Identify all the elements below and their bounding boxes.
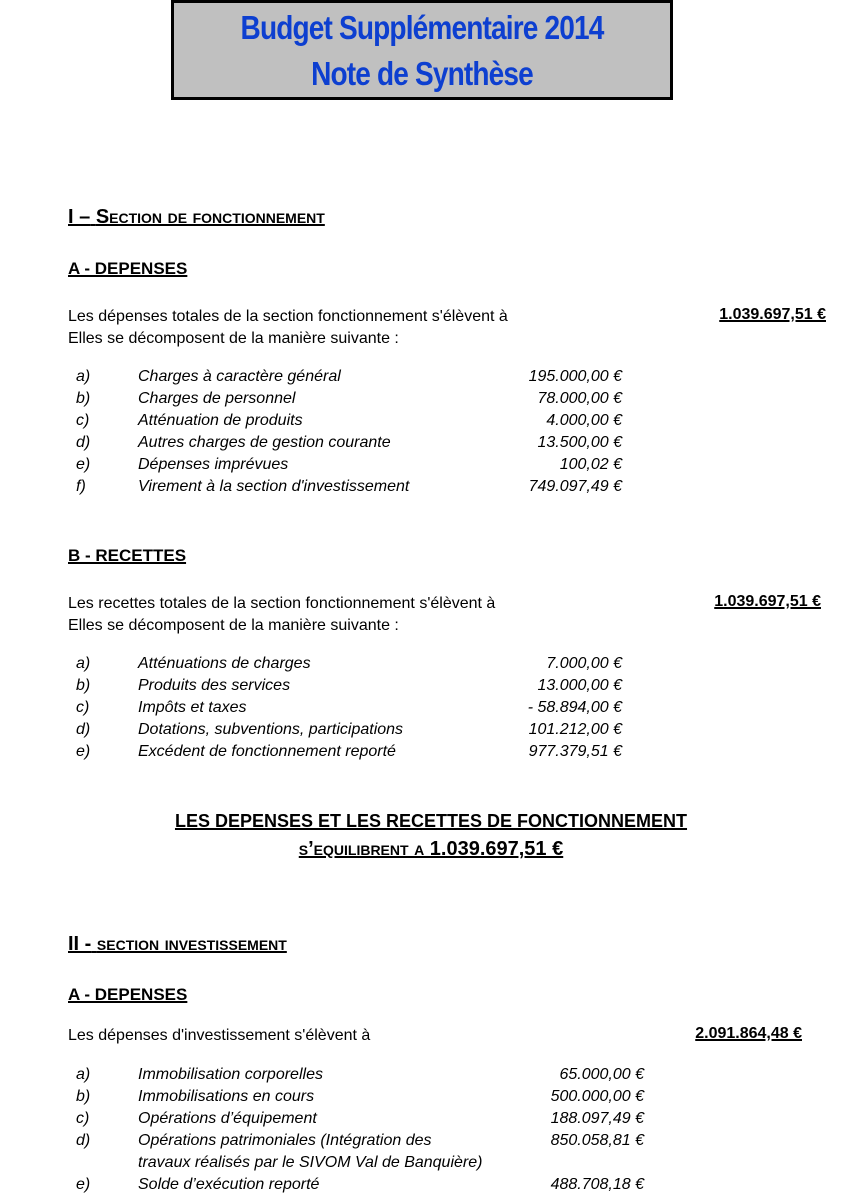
item-amount: 488.708,18 € <box>550 1176 644 1193</box>
item-label: Immobilisations en cours <box>138 1088 315 1105</box>
document-subtitle: Note de Synthèse <box>311 55 533 92</box>
item-letter: d) <box>76 1132 91 1149</box>
item-amount: 101.212,00 € <box>528 721 622 738</box>
item-letter: b) <box>76 1088 91 1105</box>
document-title: Budget Supplémentaire 2014 <box>240 9 604 46</box>
item-label: Produits des services <box>138 677 291 694</box>
item-amount: 749.097,49 € <box>528 478 622 495</box>
item-label: Autres charges de gestion courante <box>138 434 391 451</box>
item-letter: d) <box>76 434 91 451</box>
section-1-recettes-list <box>76 653 622 763</box>
section-2-depenses-total: 2.091.864,48 € <box>695 1025 802 1042</box>
item-letter: b) <box>76 677 91 694</box>
section-1-depenses-list <box>76 366 622 498</box>
section-2-title <box>68 933 287 956</box>
item-letter: e) <box>76 1176 91 1193</box>
item-amount: 100,02 € <box>559 456 622 473</box>
item-amount: 188.097,49 € <box>550 1110 644 1127</box>
item-letter: a) <box>76 368 91 385</box>
item-amount: - 58.894,00 € <box>527 699 622 716</box>
item-label: Excédent de fonctionnement reporté <box>138 743 396 760</box>
item-label: Atténuations de charges <box>138 655 311 672</box>
section-1-depenses-intro: Les dépenses totales de la section fonctionnement s'élèvent à <box>68 308 508 325</box>
section-2-depenses-list <box>76 1064 644 1196</box>
section-1-recettes-intro2: Elles se décomposent de la manière suivante : <box>68 617 399 634</box>
item-amount: 13.000,00 € <box>537 677 622 694</box>
section-1-depenses-intro2: Elles se décomposent de la manière suivante : <box>68 330 399 347</box>
item-label: Dépenses imprévues <box>138 456 289 473</box>
item-label: Charges de personnel <box>138 390 296 407</box>
section-2-number: II - <box>68 933 92 955</box>
section-1-number: I – <box>68 206 91 228</box>
section-1-recettes-intro: Les recettes totales de la section fonctionnement s'élèvent à <box>68 595 496 612</box>
section-2-label: section investissement <box>96 933 287 955</box>
item-label: Opérations d’équipement <box>138 1110 317 1127</box>
document-title-box <box>171 0 673 100</box>
item-amount: 850.058,81 € <box>550 1132 644 1149</box>
item-label: Impôts et taxes <box>138 699 247 716</box>
item-amount: 13.500,00 € <box>537 434 622 451</box>
item-label: Solde d’exécution reporté <box>138 1176 320 1193</box>
section-1-depenses-total: 1.039.697,51 € <box>719 306 826 323</box>
item-label: Charges à caractère général <box>138 368 341 385</box>
section-1-title <box>68 206 325 229</box>
item-label: Opérations patrimoniales (Intégration des <box>138 1132 432 1149</box>
item-letter: e) <box>76 456 91 473</box>
item-letter: c) <box>76 1110 90 1127</box>
item-amount: 7.000,00 € <box>546 655 622 672</box>
item-amount: 65.000,00 € <box>559 1066 644 1083</box>
item-letter: a) <box>76 1066 91 1083</box>
item-letter: a) <box>76 655 91 672</box>
item-label: Atténuation de produits <box>138 412 303 429</box>
item-amount: 195.000,00 € <box>528 368 622 385</box>
item-label: Immobilisation corporelles <box>138 1066 323 1083</box>
section-1-recettes-heading: B - RECETTES <box>68 546 187 565</box>
item-letter: f) <box>76 478 86 495</box>
item-letter: b) <box>76 390 91 407</box>
balance-statement-line2: s’equilibrent a 1.039.697,51 € <box>298 838 564 860</box>
section-2-depenses-intro: Les dépenses d'investissement s'élèvent à <box>68 1027 371 1044</box>
item-letter: c) <box>76 412 90 429</box>
item-letter: e) <box>76 743 91 760</box>
item-amount: 977.379,51 € <box>528 743 622 760</box>
item-label-continued: travaux réalisés par le SIVOM Val de Banquière) <box>138 1154 483 1171</box>
item-amount: 500.000,00 € <box>550 1088 644 1105</box>
item-letter: d) <box>76 721 91 738</box>
item-letter: c) <box>76 699 90 716</box>
section-1-label: Section de fonctionnement <box>95 206 325 228</box>
item-amount: 4.000,00 € <box>546 412 622 429</box>
section-2-depenses-heading: A - DEPENSES <box>68 985 188 1004</box>
section-1-depenses-heading: A - DEPENSES <box>68 259 188 278</box>
item-label: Virement à la section d'investissement <box>138 478 410 495</box>
item-label: Dotations, subventions, participations <box>138 721 404 738</box>
balance-statement-line1: LES DEPENSES ET LES RECETTES DE FONCTIONNEMENT <box>174 811 688 831</box>
item-amount: 78.000,00 € <box>537 390 622 407</box>
section-1-recettes-total: 1.039.697,51 € <box>714 593 821 610</box>
